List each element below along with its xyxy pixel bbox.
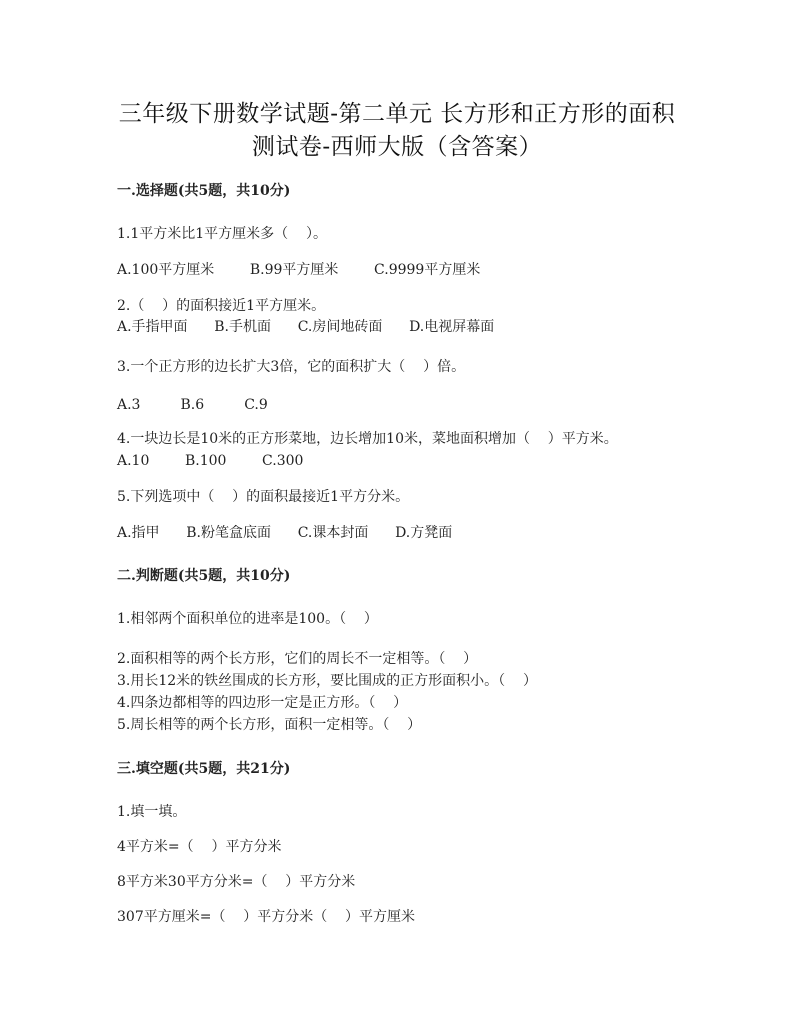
section-fill-heading: 三.填空题(共5题，共21分) — [117, 761, 291, 777]
judgement-question-5: 5.周长相等的两个长方形，面积一定相等。（ ） — [117, 717, 422, 733]
choice-question-5: 5.下列选项中（ ）的面积最接近1平方分米。 — [117, 489, 410, 505]
judgement-question-2: 2.面积相等的两个长方形，它们的周长不一定相等。（ ） — [117, 651, 478, 667]
fill-question-1-item-b: 8平方米30平方分米=（ ）平方分米 — [117, 874, 356, 890]
choice-question-5-options: A.指甲 B.粉笔盒底面 C.课本封面 D.方凳面 — [117, 525, 453, 541]
choice-question-1-options: A.100平方厘米 B.99平方厘米 C.9999平方厘米 — [117, 262, 481, 278]
fill-question-1-item-c: 307平方厘米=（ ）平方分米（ ）平方厘米 — [117, 909, 416, 925]
section-choice-heading: 一.选择题(共5题，共10分) — [117, 183, 291, 199]
page-title-line-1: 三年级下册数学试题-第二单元 长方形和正方形的面积 — [118, 101, 676, 127]
section-judgement-heading: 二.判断题(共5题，共10分) — [117, 568, 291, 584]
judgement-question-1: 1.相邻两个面积单位的进率是100。（ ） — [117, 611, 378, 627]
choice-question-3-options: A.3 B.6 C.9 — [117, 397, 268, 413]
judgement-question-4: 4.四条边都相等的四边形一定是正方形。（ ） — [117, 695, 408, 711]
choice-question-2-options: A.手指甲面 B.手机面 C.房间地砖面 D.电视屏幕面 — [117, 319, 495, 335]
choice-question-3: 3.一个正方形的边长扩大3倍，它的面积扩大（ ）倍。 — [117, 359, 466, 375]
choice-question-4: 4.一块边长是10米的正方形菜地，边长增加10米，菜地面积增加（ ）平方米。 — [117, 431, 618, 447]
choice-question-1: 1.1平方米比1平方厘米多（ ）。 — [117, 226, 327, 242]
choice-question-2: 2.（ ）的面积接近1平方厘米。 — [117, 298, 326, 314]
choice-question-4-options: A.10 B.100 C.300 — [117, 453, 304, 469]
fill-question-1: 1.填一填。 — [117, 804, 187, 820]
judgement-question-3: 3.用长12米的铁丝围成的长方形，要比围成的正方形面积小。（ ） — [117, 673, 537, 689]
page-title-line-2: 测试卷-西师大版（含答案） — [251, 134, 543, 160]
fill-question-1-item-a: 4平方米=（ ）平方分米 — [117, 839, 282, 855]
